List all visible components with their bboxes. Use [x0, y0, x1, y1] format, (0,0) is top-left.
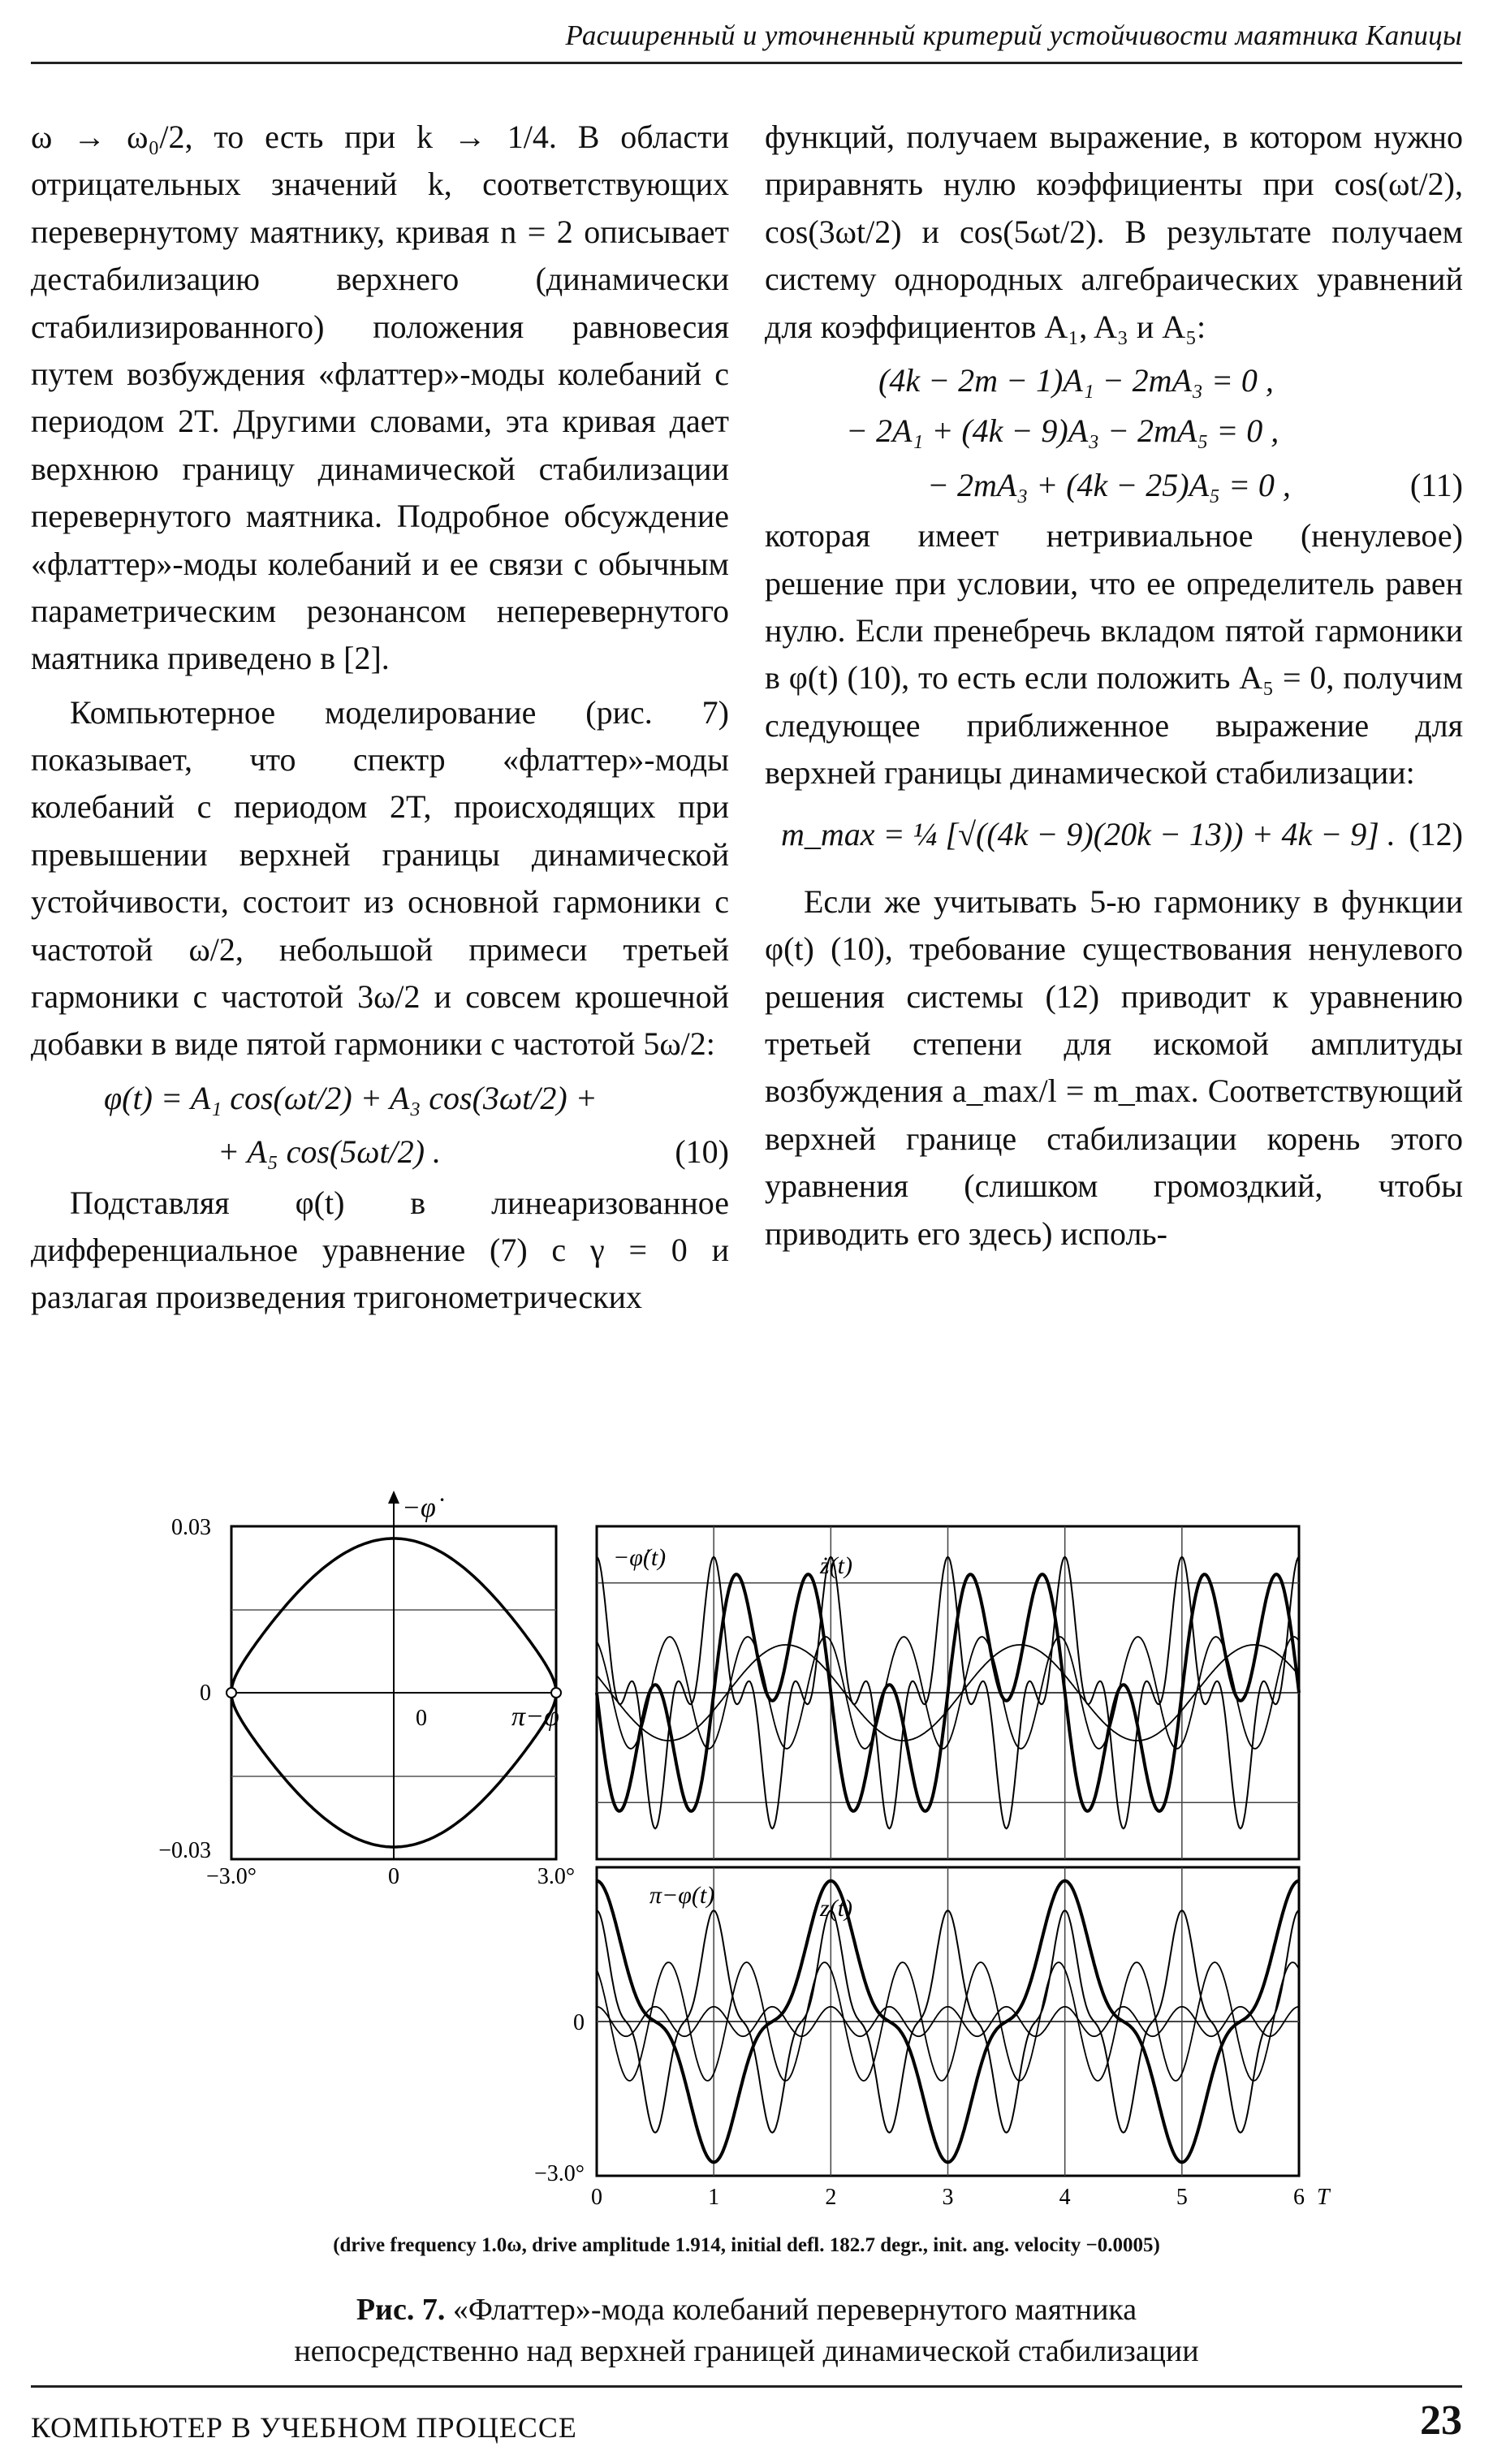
equation-11-number: (11)	[1409, 466, 1463, 503]
time-tick-0: 0	[591, 2185, 602, 2210]
running-header	[31, 10, 1462, 64]
phase-xtick-right: 3.0°	[537, 1864, 576, 1889]
equation-10-number: (10)	[675, 1133, 729, 1171]
equation-11-line-3-row	[765, 459, 1463, 512]
right-paragraph-2: которая имеет нетривиальное (ненулевое) решение при условии, что ее определитель равен нулю. Если пренебречь вкладом пятой гармоники в φ(t) (10), то есть если положить A₅ = 0, получим следующее приближенное выражение для верхней границы динамической стабилизации:	[765, 517, 1463, 792]
right-paragraph-3: Если же учитывать 5-ю гармонику в функции φ(t) (10), требование существования ненулевого решения системы (12) приводит к уравнению третьей степени для искомой амплитуды возбуждения a_max/l = m_max. Соответствующий верхней границе стабилизации корень этого уравнения (слишком громоздкий, чтобы приводить его здесь) исполь-	[765, 882, 1463, 1252]
time-tick-2: 2	[825, 2185, 837, 2210]
equation-11-line-2: − 2A₁ + (4k − 9)A₃ − 2mA₅ = 0 ,	[846, 412, 1279, 450]
figure-note: (drive frequency 1.0ω, drive amplitude 1.914, initial defl. 182.7 degr., init. ang. velocity −0.0005)	[333, 2234, 1160, 2256]
phase-origin-label: 0	[416, 1706, 427, 1731]
time-axis	[591, 2185, 1331, 2210]
angle-plot	[534, 1867, 1299, 2186]
right-column	[765, 114, 1463, 1264]
equation-10-line-1: φ(t) = A₁ cos(ωt/2) + A₃ cos(3ωt/2) +	[104, 1079, 598, 1116]
caption-label: Рис. 7.	[356, 2293, 446, 2327]
left-paragraph-2: Компьютерное моделирование (рис. 7) показывает, что спектр «флаттер»-моды колебаний с периодом 2T, происходящих при превышении верхней границы динамической устойчивости, состоит из основной гармоники с частотой ω/2, небольшой примеси третьей гармоники с частотой 3ω/2 и совсем крошечной добавки в виде пятой гармоники с частотой 5ω/2:	[31, 693, 729, 1063]
left-paragraph-1: ω → ω₀/2, то есть при k → 1/4. В области отрицательных значений k, соответствующих перевернутому маятнику, кривая n = 2 описывает дестабилизацию верхнего (динамически стабилизированного) положения равновесия путем возбуждения «флаттер»-моды колебаний с периодом 2T. Другими словами, эта кривая дает верхнюю границу динамической стабилизации перевернутого маятника. Подробное обсуждение «флаттер»-моды колебаний и ее связи с обычным параметрическим резонансом неперевернутого маятника приведено в [2].	[31, 119, 729, 677]
phase-x-label: π−φ	[511, 1702, 559, 1732]
figure-7-graphic	[154, 1478, 1340, 2241]
phase-diagram	[158, 1491, 575, 1889]
phase-point-right	[551, 1688, 561, 1698]
equation-11-line-3: − 2mA₃ + (4k − 25)A₅ = 0 ,	[927, 466, 1291, 503]
phase-xtick-left: −3.0°	[206, 1864, 257, 1889]
equation-10-line-2-row	[31, 1125, 729, 1179]
velocity-plot	[597, 1526, 1299, 1859]
angle-label-z: z(t)	[820, 1895, 852, 1922]
caption-line-1: «Флаттер»-мода колебаний перевернутого маятника	[452, 2293, 1137, 2327]
phase-axis-arrow	[388, 1491, 399, 1504]
equation-12-number: (12)	[1409, 816, 1463, 853]
velocity-label-phi: −φ̇(t)	[613, 1544, 667, 1571]
phase-ytick-top: 0.03	[171, 1515, 211, 1540]
journal-name: КОМПЬЮТЕР В УЧЕБНОМ ПРОЦЕССЕ	[31, 2411, 577, 2444]
time-unit-label: T	[1317, 2185, 1330, 2210]
phase-xtick-mid: 0	[388, 1864, 399, 1889]
equation-12-row	[765, 808, 1463, 861]
caption-line-2: непосредственно над верхней границей динамической стабилизации	[294, 2334, 1199, 2369]
page-footer	[31, 2385, 1462, 2445]
phase-ytick-bottom: −0.03	[158, 1838, 211, 1863]
angle-ytick-min: −3.0°	[534, 2161, 585, 2186]
left-paragraph-3: Подставляя φ(t) в линеаризованное дифференциальное уравнение (7) с γ = 0 и разлагая произведения тригонометрических	[31, 1184, 729, 1316]
time-tick-4: 4	[1059, 2185, 1071, 2210]
angle-ytick-zero: 0	[573, 2010, 585, 2035]
equation-10-line-2: + A₅ cos(5ωt/2) .	[218, 1133, 442, 1171]
phase-ytick-mid: 0	[200, 1681, 211, 1706]
angle-label-phi: π−φ(t)	[649, 1882, 715, 1909]
phase-y-label: −φ̇	[402, 1493, 436, 1523]
page-number: 23	[1420, 2397, 1462, 2444]
time-tick-6: 6	[1293, 2185, 1305, 2210]
time-tick-5: 5	[1176, 2185, 1188, 2210]
time-tick-3: 3	[942, 2185, 954, 2210]
figure-caption	[0, 2289, 1493, 2373]
left-column	[31, 114, 729, 1328]
header-title: Расширенный и уточненный критерий устойчивости маятника Капицы	[565, 19, 1462, 51]
velocity-label-z: ż(t)	[820, 1552, 852, 1579]
figure-7	[154, 1478, 1340, 2241]
equation-12: m_max = ¼ [√((4k − 9)(20k − 13)) + 4k − 9] .	[781, 816, 1396, 853]
phase-point-left	[227, 1688, 236, 1698]
time-tick-1: 1	[708, 2185, 720, 2210]
right-paragraph-1: функций, получаем выражение, в котором нужно приравнять нулю коэффициенты при cos(ωt/2), cos(3ωt/2) и cos(5ωt/2). В результате получаем систему однородных алгебраических уравнений для коэффициентов A₁, A₃ и A₅:	[765, 119, 1463, 345]
equation-11-line-1: (4k − 2m − 1)A₁ − 2mA₃ = 0 ,	[878, 361, 1274, 399]
